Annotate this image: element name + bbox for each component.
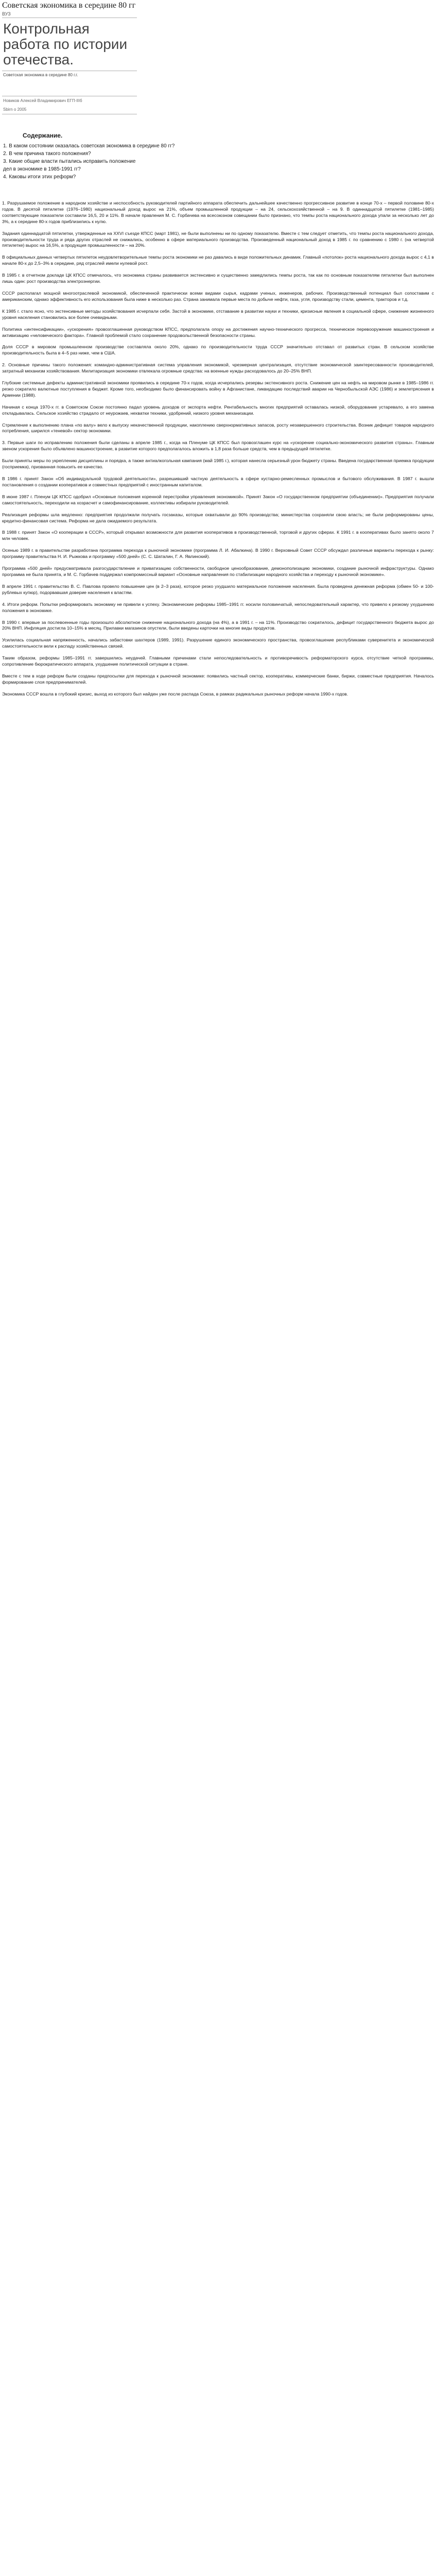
- body-paragraph: 3. Первые шаги по исправлению положения были сделаны в апреле 1985 г., когда на Пленуме ЦК КПСС был провозглашен курс на «ускорение социально-экономического развития страны». Главным звеном ускорения было объявлено машиностроение, в развитие которого предполагалось вложить в 1,8 раза больше средств, чем в предыдущей пятилетке.: [2, 440, 434, 452]
- body-paragraph: Осенью 1989 г. в правительстве разработана программа перехода к рыночной экономике (программа Л. И. Абалкина). В 1990 г. Верховный Совет СССР обсуждал различные варианты перехода к рынку: программу правительства Н. И. Рыжкова и программу «500 дней» (С. С. Шаталин, Г. А. Явлинский).: [2, 548, 434, 560]
- body-paragraph: Стремление к выполнению плана «по валу» вело к выпуску некачественной продукции, накоплению сверхнормативных запасов, росту незавершенного строительства. Возник дефицит товаров народного потребления, ширился «теневой» сектор экономики.: [2, 422, 434, 434]
- body-paragraph: Экономика СССР вошла в глубокий кризис, выход из которого был найден уже после распада Союза, в рамках радикальных рыночных реформ начала 1990-х годов.: [2, 691, 348, 697]
- body-paragraph: Реализация реформы шла медленно: предприятия продолжали получать госзаказы, которые охватывали до 90% производства; министерства сохраняли свою власть; не были реформированы цены, кредитно-финансовая система. Реформа не дала ожидаемого результата.: [2, 512, 434, 523]
- body-paragraph: В 1990 г. впервые за послевоенные годы произошло абсолютное снижение национального дохода (на 4%), а в 1991 г. – на 11%. Производство сократилось, дефицит государственного бюджета вырос до 20% ВНП. Инфляция достигла 10–15% в месяц. Прилавки магазинов опустели, были введены карточки на многие виды продуктов.: [2, 619, 434, 631]
- body-paragraph: 2. Основные причины такого положения: командно-административная система управления экономикой, чрезмерная централизация, отсутствие экономической заинтересованности производителей, затратный механизм хозяйствования. Милитаризация экономики отвлекала огромные средства: на военные нужды расходовалось до 20–25% ВНП.: [2, 362, 434, 374]
- cover-subtitle: Советская экономика в середине 80 г.г.: [3, 73, 78, 77]
- body-paragraph: Усилилась социальная напряженность, начались забастовки шахтеров (1989, 1991). Разрушение единого экономического пространства, провозглашение республиками суверенитета и экономической самостоятельности вели к распаду хозяйственных связей.: [2, 637, 434, 649]
- toc-item: 4. Каковы итоги этих реформ?: [3, 174, 76, 180]
- cover-date: Sbirn о 2005: [3, 107, 27, 112]
- cover-title: Контрольная работа по истории отечества.: [3, 21, 128, 67]
- document-body: [2, 200, 434, 698]
- body-paragraph: Доля СССР в мировом промышленном производстве составляла около 20%, однако по производительности труда СССР значительно отставал от развитых стран. В сельском хозяйстве производительность была в 4–5 раз ниже, чем в США.: [2, 344, 434, 356]
- body-paragraph: Таким образом, реформы 1985–1991 гг. завершились неудачей. Главными причинами стали непоследовательность и противоречивость реформаторского курса, отсутствие четкой программы, сопротивление бюрократического аппарата, ухудшение политической ситуации в стране.: [2, 655, 434, 667]
- body-paragraph: 1. Разрушаемое положение в народном хозяйстве и неспособность руководителей партийного аппарата обеспечить дальнейшее качественно прогрессивное развитие в конце 70-х – первой половине 80-х годов. В десятой пятилетке (1976–1980) национальный доход вырос на 21%, объем промышленной продукции – на 24, сельскохозяйственной – на 9. В одиннадцатой пятилетке (1981–1985) соответствующие показатели составили 16,5, 20 и 11%. В начале правления М. С. Горбачева на всесоюзном совещании было признано, что темпы роста национального дохода упали за несколько лет до 3%, а к середине 80-х годов приблизились к нулю.: [2, 200, 434, 224]
- toc-list: [2, 142, 434, 181]
- body-paragraph: Вместе с тем в ходе реформ были созданы предпосылки для перехода к рыночной экономике: появились частный сектор, кооперативы, коммерческие банки, биржи, совместные предприятия. Началось формирование слоя предпринимателей.: [2, 673, 434, 685]
- body-paragraph: В апреле 1991 г. правительство В. С. Павлова провело повышение цен (в 2–3 раза), которое резко ухудшило материальное положение населения. Была проведена денежная реформа (обмен 50- и 100-рублевых купюр), подорвавшая доверие населения к властям.: [2, 583, 434, 595]
- cover-block: [2, 18, 137, 114]
- toc-heading: Содержание.: [23, 132, 63, 139]
- body-paragraph: В 1988 г. принят Закон «О кооперации в СССР», который открывал возможности для развития кооперативов в производственной, торговой и других сферах. К 1991 г. в кооперативах было занято около 7 млн человек.: [2, 530, 434, 541]
- body-paragraph: Программа «500 дней» предусматривала разгосударствление и приватизацию собственности, свободное ценообразование, демонополизацию экономики, создание рыночной инфраструктуры. Однако программа не была принята, и М. С. Горбачев поддержал компромиссный вариант «Основные направления по стабилизации народного хозяйства и переходу к рыночной экономике».: [2, 566, 434, 577]
- body-paragraph: В 1986 г. принят Закон «Об индивидуальной трудовой деятельности», разрешивший частную деятельность в сфере кустарно-ремесленных промыслов и бытового обслуживания. В 1987 г. вышли постановления о создании кооперативов и совместных предприятий с иностранным капиталом.: [2, 476, 434, 487]
- page-title: Советская экономика в середине 80 гг: [2, 1, 136, 10]
- body-paragraph: К 1985 г. стало ясно, что экстенсивные методы хозяйствования исчерпали себя. Застой в экономике, отставание в развитии науки и техники, кризисные явления в социальной сфере, снижение жизненного уровня населения становились все более очевидными.: [2, 308, 434, 320]
- toc-item: 2. В чем причина такого положения?: [3, 151, 91, 157]
- body-paragraph: Глубокие системные дефекты административной экономики проявились в середине 70-х годов, когда исчерпались резервы экстенсивного роста. Снижение цен на нефть на мировом рынке в 1985–1986 гг. резко сократило валютные поступления в бюджет. Кроме того, необходимо было финансировать войну в Афганистане, ликвидацию последствий аварии на Чернобыльской АЭС (1986) и землетрясения в Армении (1988).: [2, 380, 434, 398]
- body-paragraph: В официальных данных четвертых пятилеток неудовлетворительные темпы роста экономики не раз давались в виде положительных динамик. Главный «потолок» роста национального дохода вырос с 4,1 в начале 80-х до 2,5–3% в середине, ряд отраслей имели нулевой рост.: [2, 255, 434, 266]
- body-paragraph: Были приняты меры по укреплению дисциплины и порядка, а также антиалкогольная кампания (май 1985 г.), которая нанесла серьезный урон бюджету страны. Введена государственная приемка продукции (госприемка), призванная повысить ее качество.: [2, 458, 434, 470]
- body-paragraph: СССР располагал мощной многоотраслевой экономикой, обеспеченной практически всеми видами сырья, кадрами ученых, инженеров, рабочих. Производственный потенциал был сопоставим с американским, однако эффективность его использования была ниже в несколько раз. Страна занимала первые места по добыче нефти, газа, угля, производству стали, цемента, тракторов и т.д.: [2, 290, 434, 302]
- body-paragraph: Политика «интенсификации», «ускорения» провозглашенная руководством КПСС, предполагала опору на достижения научно-технического прогресса, техническое перевооружение машиностроения и активизацию «человеческого фактора». Главной проблемой стало сохранение продовольственной безопасности страны.: [2, 326, 434, 338]
- cover-author: Новиков Алексей Владимирович ЕГП-IIIб: [3, 98, 82, 103]
- body-paragraph: Начиная с конца 1970-х гг. в Советском Союзе постоянно падал уровень доходов от экспорта нефти. Рентабельность многих предприятий оставалась низкой, оборудование устаревало, а его замена откладывалась. Сельское хозяйство страдало от неурожаев, нехватки техники, удобрений, низкого уровня механизации.: [2, 404, 434, 416]
- document-page: [0, 1, 436, 698]
- vuz-label: ВУЗ: [2, 11, 11, 16]
- body-paragraph: В июне 1987 г. Пленум ЦК КПСС одобрил «Основные положения коренной перестройки управления экономикой». Принят Закон «О государственном предприятии (объединении)». Предприятия получали самостоятельность, переходили на хозрасчет и самофинансирование, коллективы избирали руководителей.: [2, 494, 434, 505]
- body-paragraph: 4. Итоги реформ. Попытки реформировать экономику не привели к успеху. Экономические реформы 1985–1991 гг. носили половинчатый, непоследовательный характер, что привело к резкому ухудшению положения в экономике.: [2, 601, 434, 613]
- toc-item: 3. Какие общие власти пытались исправить положение: [3, 159, 136, 164]
- body-paragraph: Задания одиннадцатой пятилетки, утвержденные на XXVI съезде КПСС (март 1981), не были выполнены ни по одному показателю. Вместе с тем следует отметить, что темпы роста национального дохода, производительности труда и ряда других отраслей не снижались, особенно в сфере материального производства. Произведенный национальный доход в 1985 г. по сравнению с 1980 г. (на четвертой пятилетке) вырос на 16,5%, а продукция промышленности – на 20%.: [2, 230, 434, 248]
- toc-item: 1. В каком состоянии оказалась советская экономика в середине 80 гг?: [3, 143, 175, 149]
- body-paragraph: В 1985 г. в отчетном докладе ЦК КПСС отмечалось, что экономика страны развивается экстенсивно и существенно замедлились темпы роста, так как по основным показателям пятилетки был выполнен лишь один: рост производства электроэнергии.: [2, 273, 434, 284]
- toc-item: дел в экономике в 1985-1991 гг?: [3, 166, 81, 172]
- table-of-contents: [2, 132, 434, 181]
